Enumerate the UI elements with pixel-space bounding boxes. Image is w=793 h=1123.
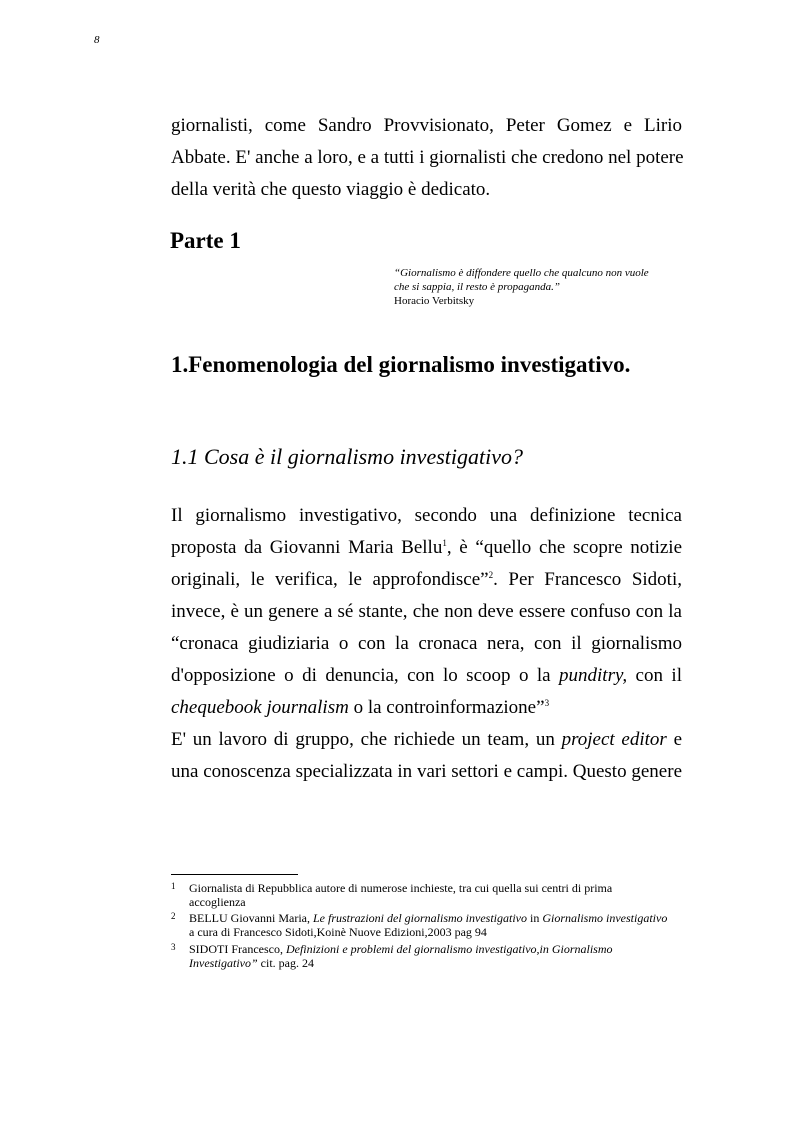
footnote-text-part: cit. pag. 24: [257, 956, 314, 970]
footnote-ref-3[interactable]: 3: [544, 698, 550, 708]
epigraph-quote-line: “Giornalismo è diffondere quello che qualcuno non vuole: [394, 267, 649, 279]
body-italic: project editor: [561, 729, 667, 750]
chapter-heading: 1.Fenomenologia del giornalismo investigativo.: [171, 352, 631, 377]
footnote-italic: Giornalismo investigativo: [542, 911, 668, 925]
footnote-separator: [171, 874, 298, 875]
body-line: Il giornalismo investigativo, secondo una definizione tecnica: [171, 505, 682, 526]
body-line: [171, 696, 682, 720]
footnote-2: [171, 911, 671, 939]
paragraph-line: giornalisti, come Sandro Provvisionato, Peter Gomez e Lirio: [171, 115, 682, 136]
body-text: e: [666, 729, 683, 750]
footnote-italic: Definizioni e problemi del giornalismo investigativo,in Giornalismo Investigativo”: [189, 942, 613, 970]
footnote-text: [189, 911, 671, 939]
epigraph: [394, 266, 649, 308]
body-text: . Per Francesco Sidoti,: [493, 569, 682, 590]
body-line: “cronaca giudiziaria o con la cronaca nera, con il giornalismo: [171, 633, 682, 654]
paragraph-line: della verità che questo viaggio è dedicato.: [171, 179, 491, 200]
footnote-ref-1[interactable]: 1: [442, 538, 447, 548]
footnote-text: Giornalista di Repubblica autore di numerose inchieste, tra cui quella sui centri di prima accoglienza: [189, 881, 613, 909]
body-text: originali, le verifica, le approfondisce”: [171, 569, 489, 590]
footnote-1: [171, 881, 671, 909]
body-text: con il: [627, 665, 682, 686]
page-number: 8: [94, 34, 100, 46]
body-text: d'opposizione o di denuncia, con lo scoop o la: [171, 665, 560, 686]
body-italic: chequebook journalism: [171, 697, 349, 718]
body-line: [171, 536, 682, 560]
footnote-mark: 1: [171, 881, 176, 891]
footnote-text-part: SIDOTI Francesco,: [189, 942, 286, 956]
section-heading: 1.1 Cosa è il giornalismo investigativo?: [171, 444, 523, 469]
body-text: proposta da Giovanni Maria Bellu: [171, 537, 443, 558]
footnote-ref-2[interactable]: 2: [488, 570, 494, 580]
body-line: una conoscenza specializzata in vari settori e campi. Questo genere: [171, 761, 682, 782]
footnote-text-part: BELLU Giovanni Maria,: [189, 911, 313, 925]
body-line: [171, 664, 682, 688]
footnote-text-part: in: [527, 911, 543, 925]
footnote-text-part: a cura di Francesco Sidoti,Koinè Nuove Edizioni,2003 pag 94: [189, 925, 487, 939]
body-line: [171, 728, 682, 752]
epigraph-quote-line: che si sappia, il resto è propaganda.”: [394, 281, 561, 293]
body-text: , è “quello che scopre notizie: [446, 537, 683, 558]
body-text: E' un lavoro di gruppo, che richiede un team, un: [171, 729, 562, 750]
body-italic: punditry,: [559, 665, 628, 686]
paragraph-line: Abbate. E' anche a loro, e a tutti i giornalisti che credono nel potere: [171, 147, 684, 168]
footnote-3: [171, 942, 671, 970]
part-heading: Parte 1: [170, 228, 241, 253]
body-text: o la controinformazione”: [348, 697, 545, 718]
footnote-italic: Le frustrazioni del giornalismo investigativo: [312, 911, 527, 925]
footnote-text: [189, 942, 671, 970]
epigraph-author: Horacio Verbitsky: [394, 295, 475, 307]
footnote-mark: 2: [171, 911, 176, 921]
body-line: [171, 568, 682, 592]
body-line: invece, è un genere a sé stante, che non deve essere confuso con la: [171, 601, 682, 622]
footnote-mark: 3: [171, 942, 176, 952]
